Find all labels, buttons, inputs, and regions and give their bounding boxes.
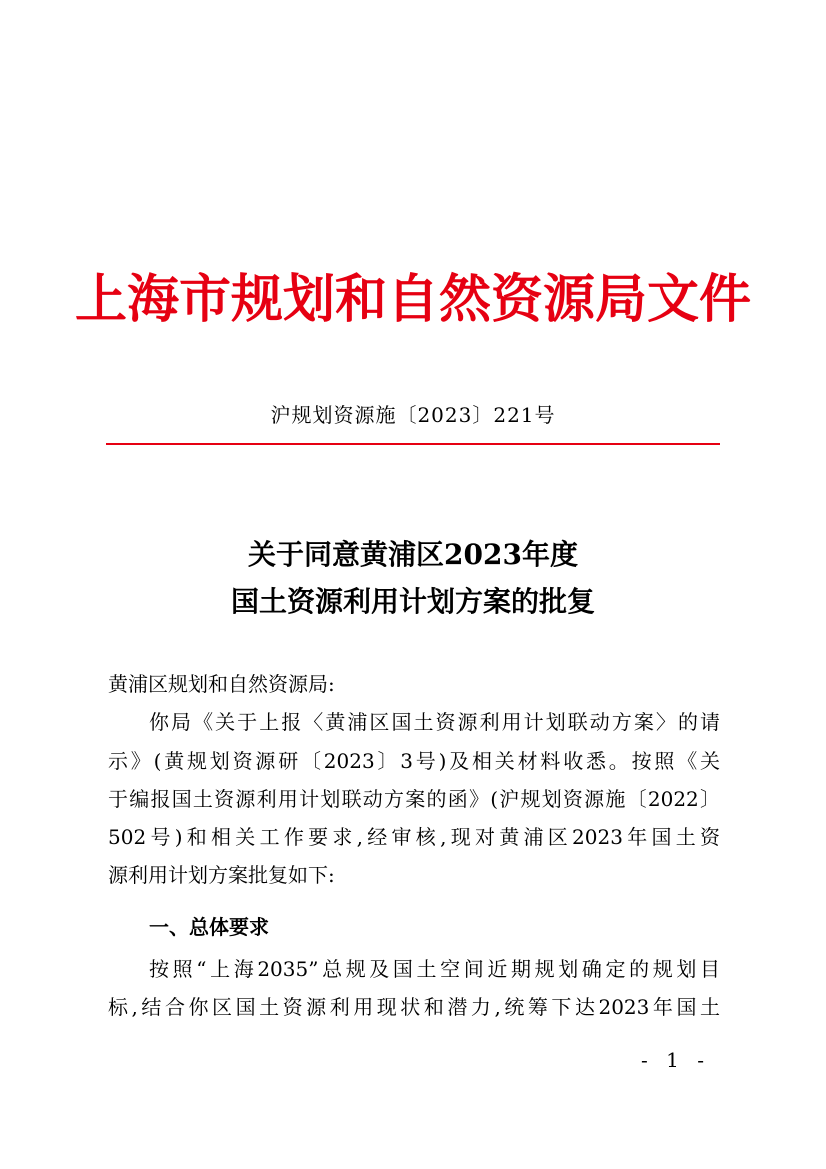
document-title-line-1: 关于同意黄浦区2023年度: [248, 538, 578, 571]
document-title-line-2: 国土资源利用计划方案的批复: [230, 585, 595, 618]
body-line-5: 源利用计划方案批复如下:: [108, 863, 335, 887]
page-number: - 1 -: [641, 1048, 710, 1072]
red-divider-line: [106, 443, 720, 445]
section-line-1: 按照“上海2035”总规及国土空间近期规划确定的规划目: [149, 957, 720, 981]
masthead-title: 上海市规划和自然资源局文件: [74, 269, 751, 330]
body-line-4: 502号)和相关工作要求,经审核,现对黄浦区2023年国土资: [108, 825, 720, 849]
section-heading: 一、总体要求: [149, 915, 269, 939]
body-line-3: 于编报国土资源利用计划联动方案的函》(沪规划资源施〔2022〕: [108, 787, 720, 811]
body-line-1: 你局《关于上报〈黄浦区国土资源利用计划联动方案〉的请: [149, 710, 720, 734]
document-number: 沪规划资源施〔2023〕221号: [270, 403, 556, 427]
salutation: 黄浦区规划和自然资源局:: [108, 672, 335, 696]
section-line-2: 标,结合你区国土资源利用现状和潜力,统筹下达2023年国土: [108, 995, 720, 1019]
body-line-2: 示》(黄规划资源研〔2023〕3号)及相关材料收悉。按照《关: [108, 749, 720, 773]
